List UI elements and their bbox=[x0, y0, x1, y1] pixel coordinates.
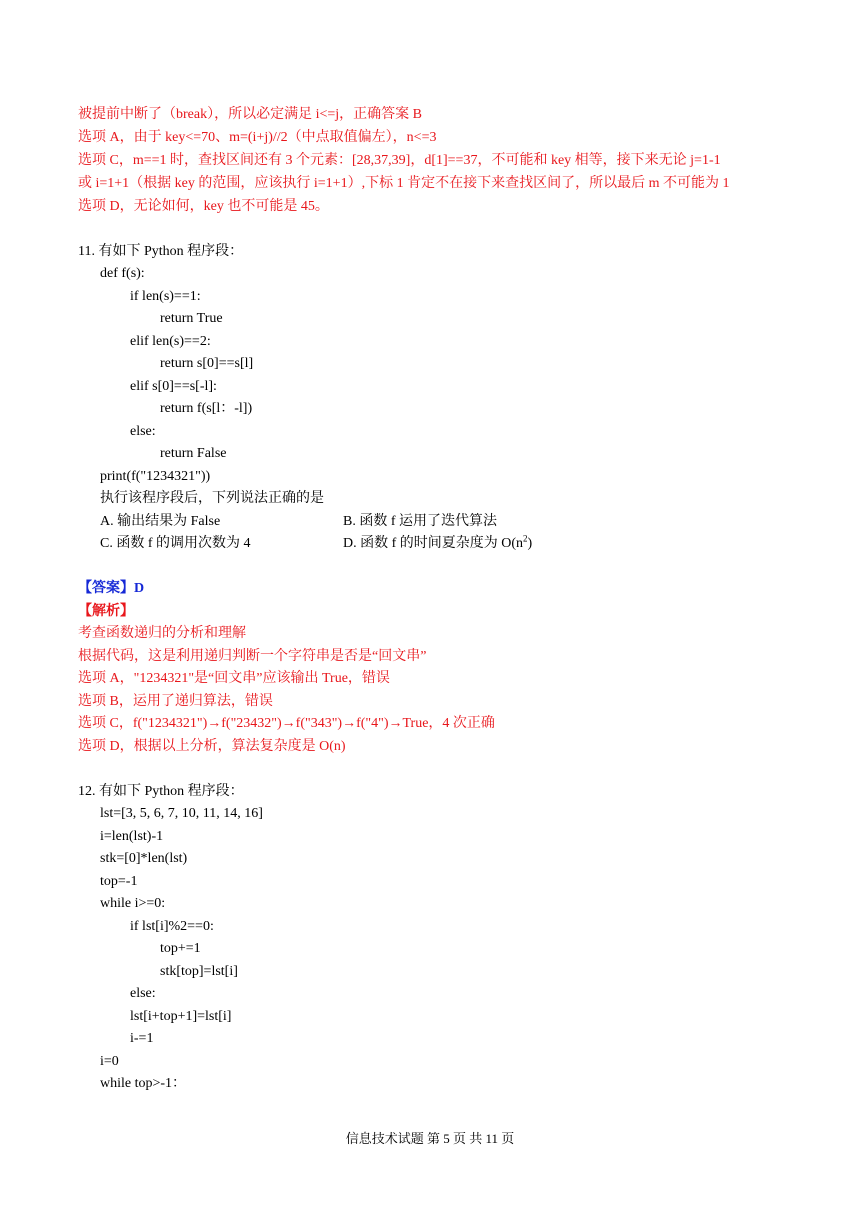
code-line: return f(s[l：-l]) bbox=[160, 401, 253, 416]
code-line: elif s[0]==s[-l]: bbox=[130, 379, 217, 394]
code-line: else: bbox=[130, 424, 156, 439]
code-line: i=0 bbox=[100, 1054, 119, 1069]
analysis-line: 选项 C，f("1234321")→f("23432")→f("343")→f("4")→True，4 次正确 bbox=[78, 716, 495, 731]
code-line: i-=1 bbox=[130, 1031, 154, 1046]
code-line: return s[0]==s[l] bbox=[160, 356, 254, 371]
code-line: stk[top]=lst[i] bbox=[160, 964, 238, 979]
explanation-line: 选项 C，m==1 时，查找区间还有 3 个元素：[28,37,39]，d[1]==37，不可能和 key 相等，接下来无论 j=1-1 bbox=[78, 153, 721, 168]
question-12-stem: 12. 有如下 Python 程序段： bbox=[78, 784, 244, 799]
code-line: stk=[0]*len(lst) bbox=[100, 851, 188, 866]
code-line: top+=1 bbox=[160, 941, 201, 956]
code-line: else: bbox=[130, 986, 156, 1001]
explanation-line: 被提前中断了（break），所以必定满足 i<=j，正确答案 B bbox=[78, 107, 422, 122]
code-line: lst=[3, 5, 6, 7, 10, 11, 14, 16] bbox=[100, 806, 263, 821]
analysis-line: 考查函数递归的分析和理解 bbox=[78, 626, 246, 641]
code-line: if len(s)==1: bbox=[130, 289, 201, 304]
code-line: while top>-1： bbox=[100, 1076, 187, 1091]
analysis-line: 根据代码，这是利用递归判断一个字符串是否是“回文串” bbox=[78, 649, 427, 664]
code-line: i=len(lst)-1 bbox=[100, 829, 164, 844]
analysis-line: 选项 D，根据以上分析，算法复杂度是 O(n) bbox=[78, 739, 346, 754]
code-line: return True bbox=[160, 311, 223, 326]
analysis-label: 【解析】 bbox=[78, 604, 134, 619]
code-line: if lst[i]%2==0: bbox=[130, 919, 214, 934]
code-line: top=-1 bbox=[100, 874, 138, 889]
code-line: def f(s): bbox=[100, 266, 145, 281]
question-11-stem: 11. 有如下 Python 程序段： bbox=[78, 244, 244, 259]
code-line: lst[i+top+1]=lst[i] bbox=[130, 1009, 232, 1024]
analysis-line: 选项 A，"1234321"是“回文串”应该输出 True，错误 bbox=[78, 671, 390, 686]
question-11-prompt: 执行该程序段后，下列说法正确的是 bbox=[100, 491, 324, 506]
code-line: print(f("1234321")) bbox=[100, 469, 211, 484]
answer-label: 【答案】D bbox=[78, 581, 145, 596]
code-line: return False bbox=[160, 446, 227, 461]
option-c: C. 函数 f 的调用次数为 4 bbox=[100, 536, 251, 551]
option-b: B. 函数 f 运用了迭代算法 bbox=[343, 514, 497, 529]
analysis-line: 选项 B，运用了递归算法，错误 bbox=[78, 694, 273, 709]
page-footer: 信息技术试题 第 5 页 共 11 页 bbox=[345, 1131, 515, 1146]
option-a: A. 输出结果为 False bbox=[100, 514, 221, 529]
option-d: D. 函数 f 的时间夏杂度为 $O(n^2)$ bbox=[343, 533, 533, 551]
code-line: elif len(s)==2: bbox=[130, 334, 211, 349]
code-line: while i>=0: bbox=[100, 896, 166, 911]
explanation-line: 选项 A，由于 key<=70、m=(i+j)//2（中点取值偏左），n<=3 bbox=[78, 130, 437, 145]
explanation-line: 选项 D，无论如何，key 也不可能是 45。 bbox=[78, 199, 329, 214]
explanation-line: 或 i=1+1（根据 key 的范围，应该执行 i=1+1）,下标 1 肯定不在接下来查找区间了，所以最后 m 不可能为 1 bbox=[78, 176, 730, 191]
